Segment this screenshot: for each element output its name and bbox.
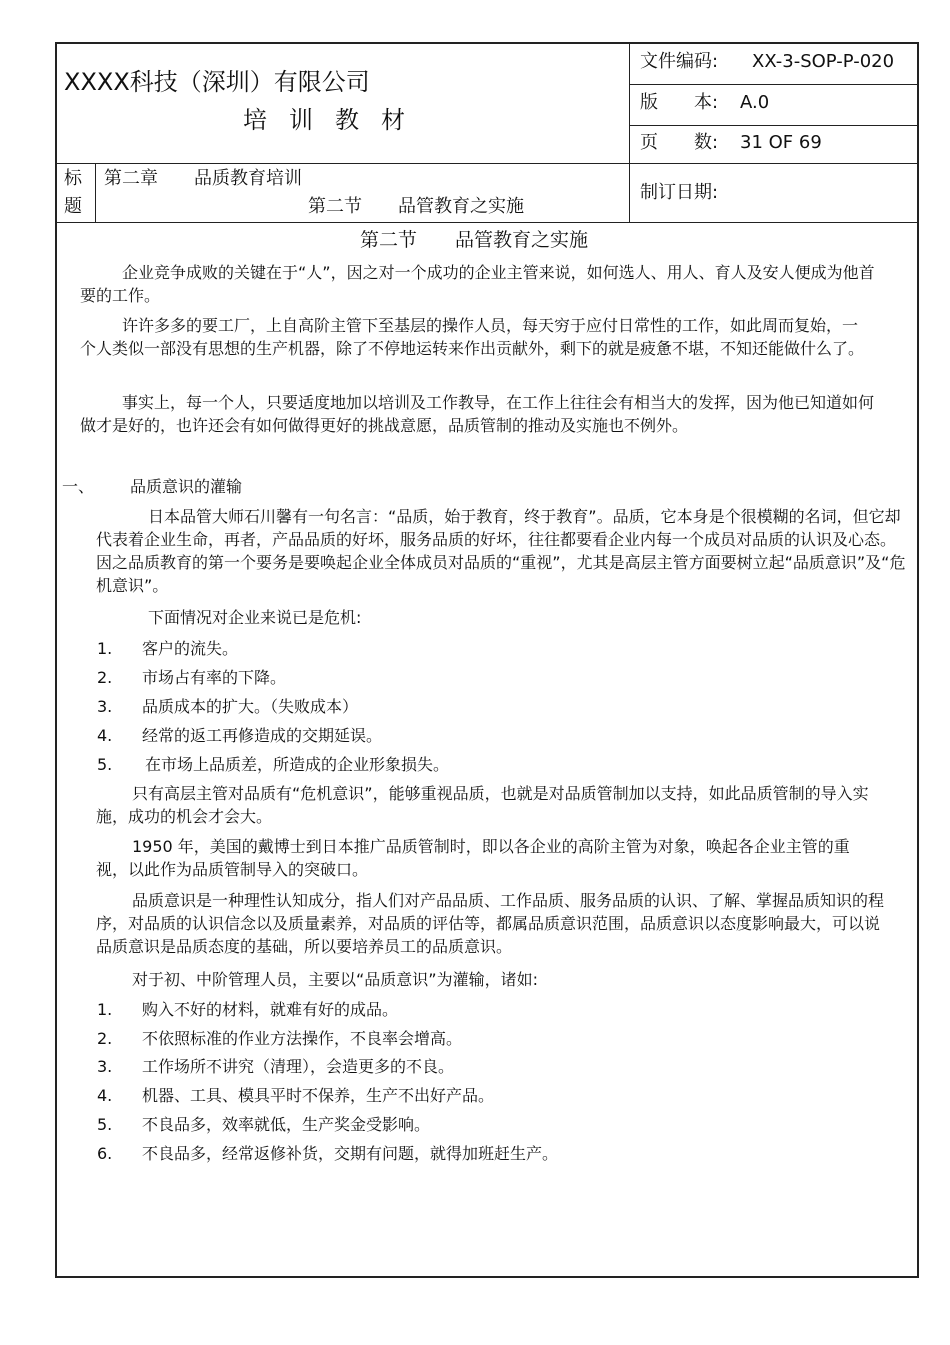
paragraph: 下面情况对企业来说已是危机: bbox=[148, 608, 362, 627]
title-label-divider bbox=[95, 163, 96, 223]
title-label-top: 标 bbox=[64, 168, 82, 189]
revision-date-label: 制订日期: bbox=[640, 182, 719, 203]
version-value: A.0 bbox=[740, 92, 770, 113]
doc-code-label: 文件编码: bbox=[640, 51, 719, 72]
paragraph: 1950 年，美国的戴博士到日本推广品质管制时，即以各企业的高阶主管为对象，唤起各企业主管的重视，以此作为品质管制导入的突破口。 bbox=[96, 837, 850, 879]
list-item-number: 5. bbox=[97, 1115, 113, 1134]
list-item: 市场占有率的下降。 bbox=[142, 668, 287, 687]
paragraph: 只有高层主管对品质有“危机意识”，能够重视品质，也就是对品质管制加以支持，如此品质管制的导入实施，成功的机会才会大。 bbox=[96, 784, 869, 826]
doc-code-value: XX-3-SOP-P-020 bbox=[752, 51, 895, 72]
list-item-number: 1. bbox=[97, 1000, 113, 1019]
list-item-number: 4. bbox=[97, 1086, 113, 1105]
list-item: 客户的流失。 bbox=[142, 639, 239, 658]
title-label-bottom: 题 bbox=[64, 196, 82, 217]
intro-paragraph: 企业竞争成败的关键在于“人”，因之对一个成功的企业主管来说，如何选人、用人、育人及安人便成为他首要的工作。 bbox=[80, 263, 875, 305]
subsection-heading: 品质意识的灌输 bbox=[130, 477, 243, 496]
header-vertical-divider bbox=[629, 43, 630, 223]
paragraph: 品质意识是一种理性认知成分，指人们对产品品质、工作品质、服务品质的认识、了解、掌握品质知识的程序，对品质的认识信念以及质量素养，对品质的评估等，都属品质意识范围，品质意识以态度影响最大，可以说品质意识是品质态度的基础，所以要培养员工的品质意识。 bbox=[96, 891, 885, 956]
list-item: 不良品多，经常返修补货，交期有问题，就得加班赶生产。 bbox=[142, 1144, 559, 1163]
section-title-header: 第二节 品管教育之实施 bbox=[308, 196, 524, 217]
list-item-number: 4. bbox=[97, 726, 113, 745]
list-item: 品质成本的扩大。（失败成本） bbox=[142, 697, 359, 716]
paragraph: 对于初、中阶管理人员，主要以“品质意识”为灌输，诸如: bbox=[132, 970, 538, 989]
list-item-number: 5. bbox=[97, 755, 113, 774]
list-item-number: 6. bbox=[97, 1144, 113, 1163]
section-heading: 第二节 品管教育之实施 bbox=[360, 229, 589, 251]
list-item: 机器、工具、模具平时不保养，生产不出好产品。 bbox=[142, 1086, 495, 1105]
page-count-label: 页 数: bbox=[640, 132, 719, 153]
header-bottom-line bbox=[56, 163, 918, 164]
company-name: XXXX科技（深圳）有限公司 bbox=[64, 68, 370, 96]
header-divider bbox=[629, 84, 918, 85]
page-count-value: 31 OF 69 bbox=[740, 132, 822, 153]
heading-number: 一、 bbox=[62, 477, 95, 496]
header-divider bbox=[629, 125, 918, 126]
list-item-number: 3. bbox=[97, 1057, 113, 1076]
list-item-number: 3. bbox=[97, 697, 113, 716]
list-item: 不良品多，效率就低，生产奖金受影响。 bbox=[142, 1115, 431, 1134]
version-label: 版 本: bbox=[640, 92, 719, 113]
list-item: 购入不好的材料，就难有好的成品。 bbox=[142, 1000, 399, 1019]
chapter-title: 第二章 品质教育培训 bbox=[104, 168, 302, 189]
list-item: 不依照标准的作业方法操作，不良率会增高。 bbox=[142, 1029, 463, 1048]
list-item-number: 1. bbox=[97, 639, 113, 658]
intro-paragraph: 事实上，每一个人，只要适度地加以培训及工作教导，在工作上往往会有相当大的发挥，因为他已知道如何做才是好的，也许还会有如何做得更好的挑战意愿，品质管制的推动及实施也不例外。 bbox=[80, 393, 875, 435]
paragraph: 日本品管大师石川馨有一句名言：“品质，始于教育，终于教育”。品质，它本身是个很模糊的名词，但它却代表着企业生命，再者，产品品质的好坏，服务品质的好坏，往往都要看企业内每一个成员对品质的认识及心态。因之品质教育的第一个要务是要唤起企业全体成员对品质的“重视”，尤其是高层主管方面要树立起“品质意识”及“危机意识”。 bbox=[96, 507, 906, 595]
list-item-number: 2. bbox=[97, 1029, 113, 1048]
list-item: 在市场上品质差，所造成的企业形象损失。 bbox=[145, 755, 450, 774]
title-row-bottom-line bbox=[56, 222, 918, 223]
list-item: 经常的返工再修造成的交期延误。 bbox=[142, 726, 383, 745]
material-title: 培训教材 bbox=[243, 106, 427, 134]
list-item-number: 2. bbox=[97, 668, 113, 687]
intro-paragraph: 许许多多的要工厂，上自高阶主管下至基层的操作人员，每天穷于应付日常性的工作，如此周而复始，一个人类似一部没有思想的生产机器，除了不停地运转来作出贡献外，剩下的就是疲惫不堪，不知还能做什么了。 bbox=[80, 316, 865, 358]
list-item: 工作场所不讲究（清理），会造更多的不良。 bbox=[142, 1057, 455, 1076]
